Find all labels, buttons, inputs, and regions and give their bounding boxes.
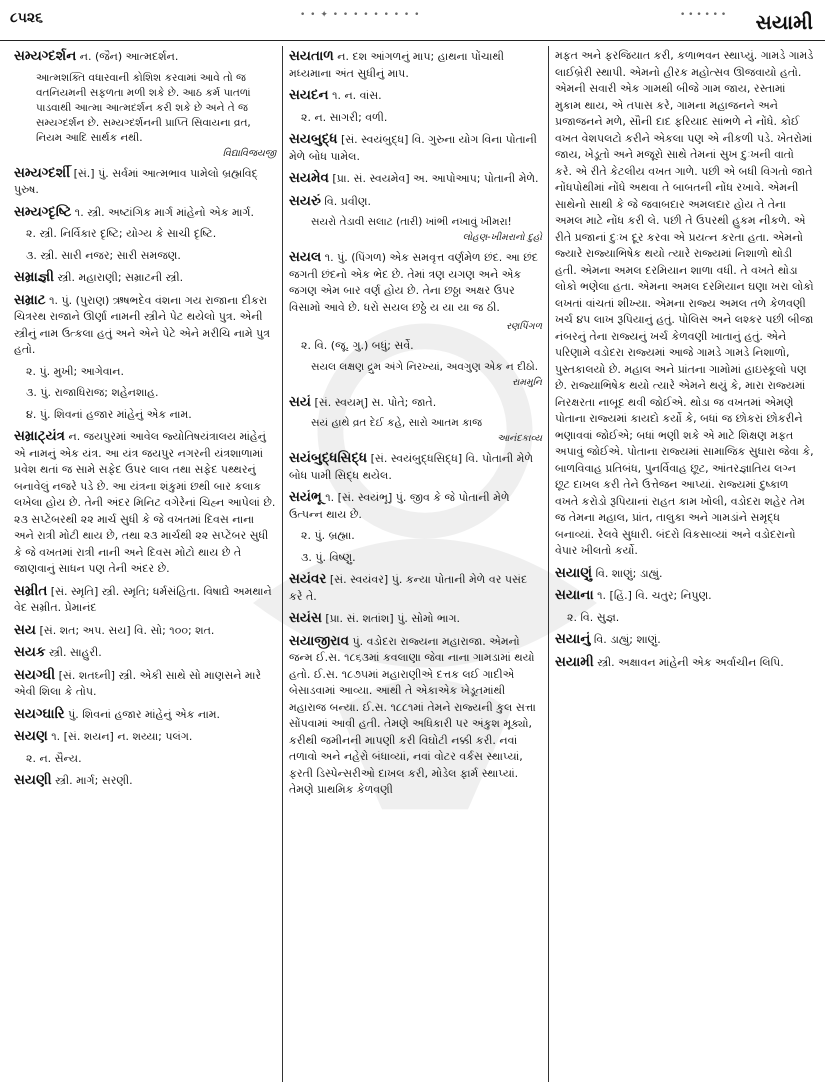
definition: [સં. શત; અપ. સય] વિ. સો; ૧૦૦; શત. (36, 623, 215, 637)
definition: ૧. [સં. સ્વયંભૂ] પું. જીવ કે જે પોતાની મેળે ઉત્પન્ન થાય છે. (289, 491, 510, 521)
definition: ૧. સ્ત્રી. અષ્ટાંગિક માર્ગ માંહેનો એક માર્ગ. (71, 205, 254, 219)
dictionary-entry (14, 728, 276, 746)
headword: સમ્રાજ્ઞી (14, 269, 54, 285)
headword: સયબુદ્ધ (289, 131, 338, 147)
dictionary-entry (14, 622, 276, 640)
column-right (549, 46, 820, 1082)
sense-definition: ૪. પું. શિવનાં હજાર માંહેનું એક નામ. (26, 407, 192, 421)
column-left (8, 46, 283, 1082)
usage-example: સયલ લક્ષણ દ્રુમ અંગે નિરખ્યાં, અવગુણ એક ન દીઠો. (311, 360, 539, 373)
headword: સયલ (289, 249, 322, 265)
running-headword: સયામી (755, 10, 813, 34)
headword: સયગ્ઘારિ (14, 705, 65, 722)
headword: સયંભૂ (289, 489, 322, 505)
dictionary-entry (14, 165, 276, 199)
citation-source: રામમુનિ (512, 376, 542, 388)
dictionary-entry (289, 633, 542, 799)
definition: સ્ત્રી. અક્ષાવન માંહેની એક અર્વાચીન લિપિ. (593, 655, 784, 669)
definition: વિ. શાણું; ડાહ્યું. (592, 566, 663, 580)
definition: પું. શિવનાં હજાર માંહેનું એક નામ. (64, 707, 221, 721)
dictionary-entry (14, 667, 276, 701)
definition: [સં. સ્વયમ્] સ. પોતે; જાતે. (311, 395, 437, 409)
headword: સમ્રીત (14, 582, 48, 599)
header-center-text: • • ✦ • • • • • • • • • (300, 10, 421, 20)
dictionary-entry (14, 292, 276, 359)
page-header (0, 0, 825, 41)
dictionary-entry (555, 565, 814, 583)
definition: [સં. શતઘ્ની] સ્ત્રી. એકી સાથે સો માણસને મારે એવી શિલા કે તોપ. (14, 668, 262, 698)
definition: ૧. પું. (પુરાણ) ઋષભદેવ વંશના ગય રાજાના દીકરા ચિત્રરથ રાજાને ઊર્ણા નામની સ્ત્રીને પેટ થયેલો પુત્ર. એની સ્ત્રીનું નામ ઉત્કલા હતું અને એને પેટે એને મરીચિ નામે પુત્ર હતો. (14, 293, 270, 356)
definition: [સં. સ્વયંબુદ્ધ] વિ. ગુરુના યોગ વિના પોતાની મેળે બોધ પામેલ. (289, 133, 537, 163)
headword: સયતાળ (289, 48, 334, 64)
dictionary-entry (14, 428, 276, 578)
headword: સયદન (289, 87, 329, 103)
definition: ન. દશ આંગળનું માપ; હાથના પોંચાથી મધ્યમાના અંત સુધીનું માપ. (289, 50, 504, 80)
sense-definition: ૨. સ્ત્રી. નિર્વિકાર દૃષ્ટિ; યોગ્ય કે સાચી દૃષ્ટિ. (26, 227, 217, 240)
headword: સમ્યગ્દર્શન (14, 48, 77, 64)
sense-definition: ૨. ન. સૈન્ય. (26, 751, 82, 765)
definition: [સં. સ્વયંવર] પું. કન્યા પોતાની મેળે વર પસંદ કરે તે. (289, 573, 528, 603)
dictionary-entry (14, 48, 276, 66)
headword: સમ્રાટ્યંત્ર (14, 428, 65, 444)
sense-definition: ૨. વિ. (જૂ. ગુ.) બધું; સર્વે. (301, 339, 414, 352)
definition: વિ. પ્રવીણ. (320, 194, 371, 208)
headword: સયણ (14, 728, 48, 744)
definition: ન. (જૈન) આત્મદર્શન. (76, 50, 179, 63)
headword: સયં (289, 393, 311, 410)
dictionary-entry (555, 654, 814, 672)
headword: સયગ્ઘી (14, 666, 56, 683)
headword: સમ્યગ્દર્શી (14, 164, 71, 181)
dictionary-entry (289, 249, 542, 316)
dictionary-entry (14, 269, 276, 287)
definition: ૧. ન. વાંસ. (328, 89, 382, 102)
dictionary-entry (289, 48, 542, 82)
header-small-text: • • • • • • (680, 10, 727, 20)
definition: [સં.] પું. સર્વમાં આત્મભાવ પામેલો બ્રહ્મવિદ્ પુરુષ. (14, 166, 258, 196)
sense-definition: ૨. પું. બ્રહ્મા. (301, 529, 355, 542)
citation-source: લોહણ-ખીમરાનો દુહો (462, 232, 542, 243)
dictionary-entry (14, 772, 276, 790)
dictionary-entry (289, 170, 542, 188)
dictionary-entry (14, 706, 276, 724)
headword: સયક (14, 644, 46, 660)
definition: [પ્રા. સં. શતાંશ] પું. સોમો ભાગ. (321, 612, 461, 625)
usage-example: સયં હાથે વ્રત દેઈ કહે, સારો આતમ કાજ (311, 417, 483, 429)
column-middle (283, 46, 549, 1082)
citation-source: આનંદકાવ્ય (497, 433, 542, 444)
sense-definition: ૩. સ્ત્રી. સારી નજર; સારી સમજણ. (26, 248, 181, 262)
dictionary-entry (14, 583, 276, 617)
definition: ૧. પું. (પિંગળ) એક સમવૃત્ત વર્ણમેળ છંદ. આ છંદ જગતી છંદનો એક ભેદ છે. તેમાં ત્રણ યગણ અને એક જગણ એમ બાર વર્ણ હોય છે. તેના છઠ્ઠા અક્ષર ઉપર વિસામો આવે છે. ધરો સયલ છઠ્ઠે ય યા યા જ ઠી. (289, 251, 538, 314)
citation-source: રણપિંગળ (506, 321, 542, 332)
definition: વિ. ડાહ્યું; શાણું. (590, 633, 661, 646)
definition: [સં. સ્મૃતિ] સ્ત્રી. સ્મૃતિ; ધર્મસંહિતા. વિષાદ્યે અમથાને વેદ સમ્રીત. પ્રેમાનંદ (14, 584, 272, 614)
page-number: ૮૫૨૬ (10, 10, 43, 26)
definition: ૧. [હિં.] વિ. ચતુર; નિપુણ. (593, 589, 712, 602)
dictionary-entry (289, 193, 542, 211)
definition: સ્ત્રી. સાહુરી. (45, 646, 102, 659)
headword: સયામી (555, 653, 594, 670)
sense-definition: ૩. પું. રાજાધિરાજ; શહેનશાહ. (26, 386, 159, 399)
headword: સયંસ (289, 610, 322, 626)
dictionary-entry (14, 644, 276, 662)
dictionary-entry (555, 587, 814, 605)
usage-example: સયરો તેડાવી સલાટ (તારી) ખાંભી નખાવું ખીમરા! (311, 216, 512, 228)
headword: સયંબુદ્ધસિદ્ધ (289, 450, 368, 466)
dictionary-columns (8, 46, 820, 1082)
dictionary-entry (289, 489, 542, 523)
dictionary-entry (289, 450, 542, 484)
definition: પું. વડોદરા રાજ્યના મહારાજા. એમનો જન્મ ઈ.સ. ૧૮૬૩માં કવલાણા જેવા નાના ગામડામાં થયો હતો. ઈ.સ. ૧૮૭૫માં મહારાણીએ દત્તક લઈ ગાદીએ બેસાડવામાં આવ્યા. આથી તે એકાએક ખેડૂતમાંથી મહારાજ બન્યા. ઈ.સ. ૧૮૮૧માં તેમને રાજ્યની કુલ સત્તા સોંપવામાં આવી હતી. તેમણે અધિકારી પર અંકુશ મૂક્યો, કરીથી જમીનની માપણી કરી વિઘોટી નક્કી કરી. નવાં તળાવો અને નહેરો બંધાવ્યાં, નવાં વોટર વર્કસ સ્થાપ્યાં, ફરતી ડિસ્પેન્સરીઓ દાખલ કરી, મોડેલ ફાર્મ સ્થાપ્યાં. તેમણે પ્રાથમિક કેળવણી (289, 634, 536, 796)
headword: સયણી (14, 772, 52, 788)
headword: સયમેવ (289, 170, 329, 186)
sense-definition: ૨. પું. મુખી; આગેવાન. (26, 364, 125, 378)
citation-source: વિદ્યાવિજયજી (222, 147, 276, 159)
sense-definition: ૨. ન. સાગરી; વળી. (301, 110, 388, 124)
definition: ન. જયપુરમાં આવેલ જ્યોતિષયંત્રાલય માંહેનું એ નામનું એક યંત્ર. આ યંત્ર જયપુર નગરની યંત્રશાળામાં પ્રવેશ થતાં જ સામે સફેદ ઉપર લાલ તથા સફેદ પથ્થરનું બનાવેલું નજરે પડે છે. આ યંત્રના શંકુમાં છથી બાર કલાક લખેલા હોય છે. તેની અંદર મિનિટ વગેરેનાં ચિહ્ન આપેલાં છે. ૨૩ સપ્ટેંબરથી ૨૨ માર્ચ સુધી કે જે વખતમાં દિવસ નાના અને રાત્રી મોટી થાય છે, તથા ૨૩ માર્ચથી ૨૨ સપ્ટેંબર સુધી કે જે વખતમાં રાત્રી નાની અને દિવસ મોટો થાય છે તે જાણવાનું સાધન પણ તેની અંદર છે. (14, 430, 276, 575)
dictionary-entry (289, 131, 542, 165)
definition: [પ્રા. સં. સ્વયમેવ] અ. આપોઆપ; પોતાની મેળે. (328, 172, 539, 185)
dictionary-entry (289, 610, 542, 628)
definition: [સં. સ્વયંબુદ્ધસિદ્ધ] વિ. પોતાની મેળે બોધ પામી સિદ્ધ થયેલ. (289, 452, 534, 482)
sense-definition: ૨. વિ. સુજ્ઞ. (567, 610, 620, 624)
dictionary-entry (555, 631, 814, 649)
usage-example: આત્મશક્તિ વધારવાની કોશિશ કરવામાં આવે તો જ વતનિયમની સફળતા મળી શકે છે. આઠ કર્મ પાતળાં પાડવાથી આત્મા આત્મદર્શન કરી શકે છે અને તે જ સમ્યગ્દર્શન છે. સમ્યગ્દર્શનની પ્રાપ્તિ સિવાયના વ્રત, નિયમ આદિ સાર્થક નથી. (36, 71, 251, 144)
definition: સ્ત્રી. મહારાણી; સમ્રાટની સ્ત્રી. (54, 271, 184, 284)
definition: ૧. [સં. શયન] ન. શય્યા; પલંગ. (47, 730, 193, 743)
dictionary-entry (289, 394, 542, 412)
dictionary-entry (289, 571, 542, 605)
headword: સમ્રાટ (14, 291, 46, 308)
headword: સમ્યગ્દૃષ્ટિ (14, 203, 72, 220)
headword: સયંવર (289, 571, 327, 587)
headword: સય (14, 621, 36, 638)
definition: સ્ત્રી. માર્ગ; સરણી. (51, 774, 133, 787)
headword: સયરું (289, 192, 321, 209)
continued-text: મફત અને ફરજિયાત કરી, કળાભવન સ્થાપ્યું. ગામડે ગામડે લાઈબ્રેરી સ્થાપી. એમનો હીરક મહોત્સવ ઊજવાયો હતો. એમની સવારી એક ગામથી બીજે ગામ જાય, રસ્તામાં મુકામ થાય, એ તપાસ કરે, ગામના મહાજનને અને પ્રજાજનને મળે, સૌની દાદ ફરિયાદ સાંભળે ને નોંધે. કોઈ વખત વેશપલટો કરીને એકલા પણ એ નીકળી પડે. ખેતરોમાં જાય, ખેડૂતો અને મજૂરો સાથે તેમનાં સુખ દુઃખની વાતો કરે. એ રીતે કેટલીય વખત ગાળે. પછી એ બધી વિગતો જાતે નોંધપોથીમાં નોંધે અથવા તે બાબતની નોંધ રખાવે. એમની સાથેનો સાથી કે જે જવાબદાર અમલદાર હોય તે તેના અમલ માટે નોંધ કરી લે. પછી તે ઉપરથી હુકમ નીકળે. એ રીતે પ્રજાનાં દુઃખ દૂર કરવા એ પ્રયત્ન કરતા હતા. એમનો જ્યારે રાજ્યાભિષેક થયો ત્યારે રાજ્યમાં નિશાળો થોડી હતી. એમના અમલ દરમિયાન શાળા વધી. તે વખતે થોડા લોકો ભણેલા હતા. એમના અમલ દરમિયાન ઘણા ખરા લોકો લખતાં વાંચતાં શીખ્યા. એમના રાજ્ય અમલ તળે કેળવણી ખર્ચ ૪૫ લાખ રૂપિયાનું હતું. પોલિસ અને લશ્કર પછી બીજા નંબરનું તેના રાજ્યનું ખર્ચ કેળવણી ખાતાનું હતું. એને પરિણામે વડોદરા રાજ્યમાં આજે ગામડે ગામડે નિશાળો, પુસ્તકાલયો છે. મહાલ અને પ્રાંતના ગામોમાં હાઇસ્કૂલો પણ છે. રાજ્યાભિષેક થયો ત્યારે એમને થયું કે, મારા રાજ્યમાં નિરક્ષરતા નાબૂદ થવી જોઈએ. થોડા જ વખતમાં એમણે પોતાના રાજ્યમાં કાયદો કર્યો કે, બધાં જ છોકરાં છોકરીને ભણાવવાં જોઈએ; બધાં ભણી શકે એ માટે શિક્ષણ મફત અપાવું જોઈએ. પોતાના રાજ્યમાં સામાજિક સુધારા જેવા કે, બાળવિવાહ પ્રતિબંધ, પુનર્વિવાહ છૂટ, આંતરજ્ઞાતિય લગ્ન છૂટ દાખલ કરી તેને ઉત્તેજન આપ્યાં. રાજ્યમાં દુષ્કાળ વખતે કરોડો રૂપિયાનાં રાહત કામ ખોલી, વડોદરા શહેર તેમ જ તેમના મહાલ, પ્રાંત, તાલુકા અને ગામડાંને સમૃદ્ધ બનાવ્યાં. રેલવે સુધારી. બંદરો વિકસાવ્યાં અને વડોદરાનો વેપાર ખીલતો કર્યો. (555, 49, 814, 557)
headword: સયાના (555, 587, 594, 603)
headword: સયાજીરાવ (289, 632, 350, 649)
headword: સયાણું (555, 564, 593, 581)
headword: સયાનું (555, 631, 591, 647)
dictionary-entry (14, 204, 276, 222)
dictionary-entry (289, 87, 542, 105)
sense-definition: ૩. પું. વિષ્ણુ. (301, 550, 356, 564)
